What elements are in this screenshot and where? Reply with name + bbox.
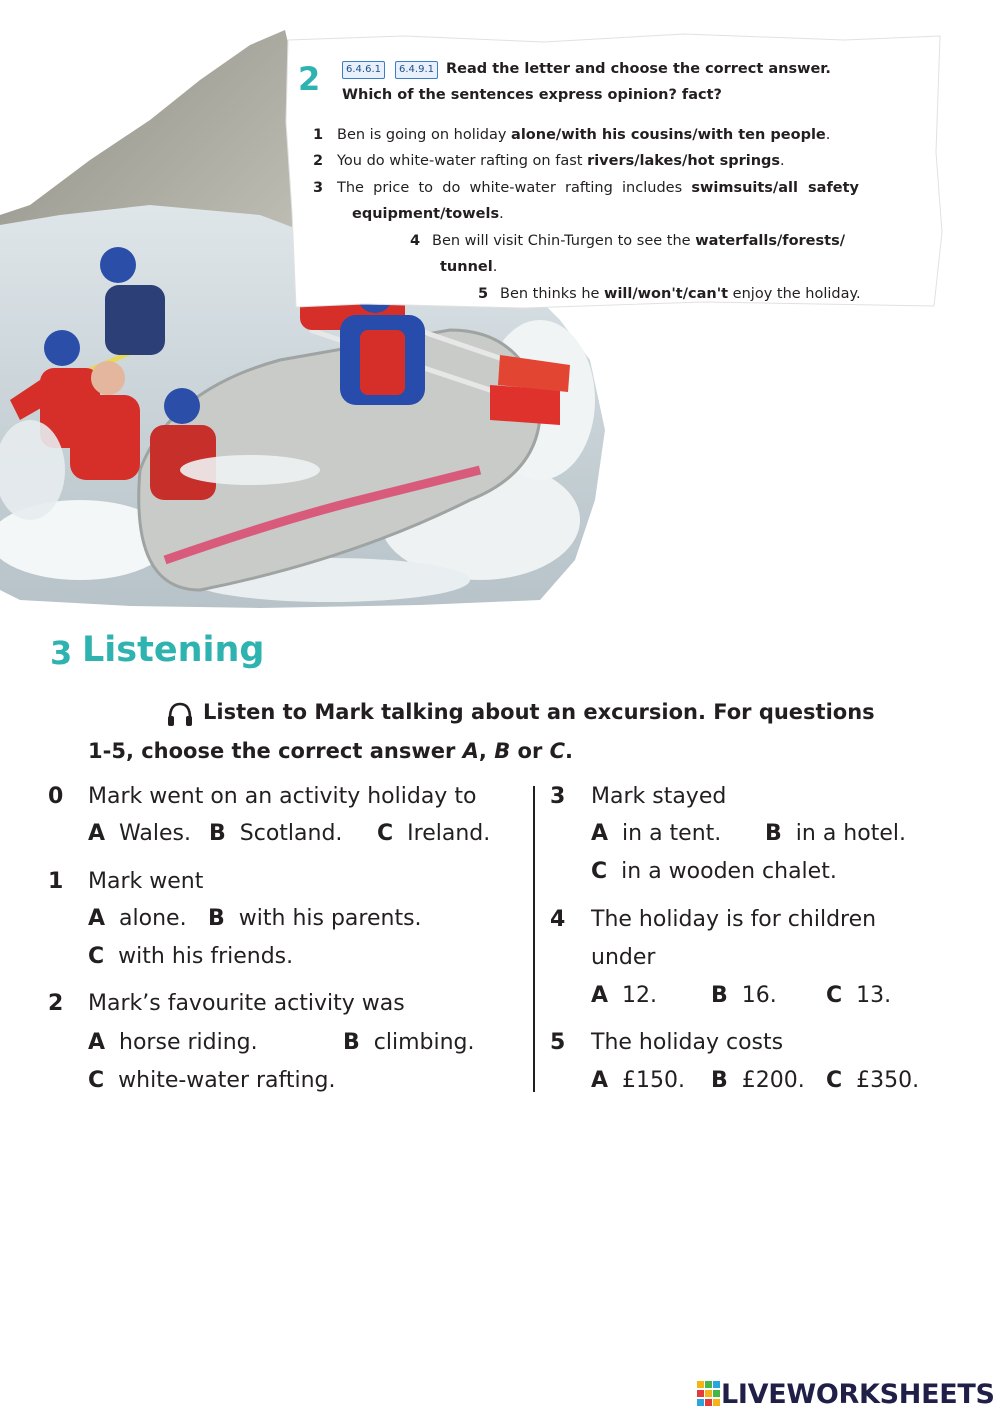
answer-options[interactable]: waterfalls/forests/ [695, 233, 846, 249]
answer-options[interactable]: swimsuits/all safety [691, 180, 859, 196]
answer-option-c[interactable] [88, 944, 293, 969]
option-text: white-water rafting. [118, 1068, 336, 1093]
answer-option-b[interactable] [711, 983, 777, 1008]
question-number: 4 [550, 907, 566, 932]
exercise-2-item [352, 206, 504, 222]
instruction-option-c: C [549, 739, 566, 763]
listening-instruction-1: Listen to Mark talking about an excursion. For questions [203, 700, 875, 724]
option-text: Wales. [119, 821, 191, 846]
option-text: climbing. [373, 1030, 475, 1055]
item-number: 2 [313, 153, 324, 169]
answer-option-c[interactable] [591, 859, 837, 884]
column-divider [533, 786, 535, 1092]
answer-option-c[interactable] [88, 1068, 336, 1093]
watermark [697, 1377, 995, 1411]
instruction-text: , [478, 739, 495, 763]
item-text: The price to do white-water rafting includes [337, 180, 692, 196]
option-letter: B [711, 1068, 728, 1093]
option-text: Scotland. [239, 821, 343, 846]
item-number: 1 [313, 127, 324, 143]
option-letter: C [88, 1068, 105, 1093]
item-text: . [492, 259, 498, 275]
curriculum-badge-2: 6.4.9.1 [395, 61, 438, 79]
instruction-text: . [565, 739, 574, 763]
item-text: Ben will visit Chin-Turgen to see the [432, 233, 696, 249]
item-number: 5 [478, 286, 489, 302]
option-text: in a tent. [622, 821, 722, 846]
option-text: £200. [741, 1068, 805, 1093]
option-text: £150. [622, 1068, 686, 1093]
question-number: 5 [550, 1030, 566, 1055]
item-text: Ben is going on holiday [337, 127, 512, 143]
exercise-2-item [478, 286, 861, 302]
headphones-icon [166, 700, 194, 728]
item-text: enjoy the holiday. [728, 286, 861, 302]
answer-option-b[interactable] [208, 906, 422, 931]
question-stem: Mark went on an activity holiday to [88, 784, 477, 809]
answer-option-a[interactable] [88, 906, 187, 931]
watermark-text: LIVEWORKSHEETS [721, 1378, 995, 1410]
answer-option-a[interactable] [591, 983, 657, 1008]
instruction-text: 1-5, choose the correct answer [88, 739, 463, 763]
exercise-2-item [313, 180, 859, 196]
answer-option-c[interactable] [826, 1068, 919, 1093]
instruction-text: or [510, 739, 550, 763]
answer-option-b[interactable] [343, 1030, 475, 1055]
option-text: Ireland. [407, 821, 491, 846]
exercise-2-item [313, 153, 785, 169]
question-stem: Mark went [88, 869, 204, 894]
instruction-option-a: A [462, 739, 479, 763]
option-text: with his friends. [118, 944, 294, 969]
option-letter: C [591, 859, 608, 884]
option-text: 16. [741, 983, 777, 1008]
section-number: 3 [50, 634, 73, 672]
option-letter: C [377, 821, 394, 846]
question-stem: Mark stayed [591, 784, 727, 809]
listening-instruction-2 [88, 739, 573, 763]
item-text: . [499, 206, 504, 222]
exercise-2-number: 2 [298, 60, 321, 98]
curriculum-badge-1: 6.4.6.1 [342, 61, 385, 79]
option-letter: A [88, 906, 106, 931]
option-text: £350. [856, 1068, 920, 1093]
question-stem: Mark’s favourite activity was [88, 991, 405, 1016]
option-text: 12. [622, 983, 658, 1008]
liveworksheets-logo-icon [697, 1381, 721, 1407]
exercise-2-instruction-2: Which of the sentences express opinion? fact? [342, 87, 722, 103]
option-text: alone. [119, 906, 187, 931]
option-text: in a hotel. [795, 821, 906, 846]
option-letter: A [591, 983, 609, 1008]
item-text: You do white-water rafting on fast [337, 153, 588, 169]
answer-options[interactable]: equipment/towels [352, 206, 500, 222]
option-letter: B [343, 1030, 360, 1055]
answer-option-a[interactable] [591, 1068, 685, 1093]
item-number: 4 [410, 233, 421, 249]
item-text: Ben thinks he [500, 286, 605, 302]
question-number: 0 [48, 784, 64, 809]
option-text: 13. [856, 983, 892, 1008]
instruction-option-b: B [494, 739, 511, 763]
option-letter: A [88, 821, 106, 846]
option-letter: B [208, 906, 225, 931]
answer-options[interactable]: alone/with his cousins/with ten people [511, 127, 826, 143]
question-stem: The holiday is for children [591, 907, 877, 932]
question-number: 2 [48, 991, 64, 1016]
question-stem: The holiday costs [591, 1030, 784, 1055]
exercise-2-item [313, 127, 830, 143]
answer-option-a[interactable] [88, 821, 191, 846]
option-letter: A [591, 1068, 609, 1093]
answer-options[interactable]: will/won't/can't [604, 286, 729, 302]
answer-options[interactable]: rivers/lakes/hot springs [587, 153, 781, 169]
section-title: Listening [82, 630, 265, 670]
option-text: horse riding. [119, 1030, 258, 1055]
answer-option-c[interactable] [377, 821, 490, 846]
option-letter: B [711, 983, 728, 1008]
answer-option-c[interactable] [826, 983, 891, 1008]
answer-option-b[interactable] [765, 821, 906, 846]
option-text: in a wooden chalet. [621, 859, 837, 884]
answer-option-a[interactable] [591, 821, 721, 846]
answer-option-b[interactable] [711, 1068, 805, 1093]
option-letter: C [88, 944, 105, 969]
question-number: 1 [48, 869, 64, 894]
item-text: . [780, 153, 785, 169]
answer-option-a[interactable] [88, 1030, 258, 1055]
option-letter: C [826, 983, 843, 1008]
exercise-2-item [410, 233, 845, 249]
answer-options[interactable]: tunnel [440, 259, 493, 275]
item-text: . [825, 127, 831, 143]
question-number: 3 [550, 784, 566, 809]
option-letter: B [765, 821, 782, 846]
option-letter: C [826, 1068, 843, 1093]
option-text: with his parents. [238, 906, 422, 931]
option-letter: A [88, 1030, 106, 1055]
answer-option-b[interactable] [209, 821, 342, 846]
option-letter: B [209, 821, 226, 846]
item-number: 3 [313, 180, 324, 196]
exercise-2-instruction-1: Read the letter and choose the correct answer. [446, 61, 831, 77]
question-stem-continued: under [591, 945, 656, 970]
option-letter: A [591, 821, 609, 846]
exercise-2-item [440, 259, 497, 275]
